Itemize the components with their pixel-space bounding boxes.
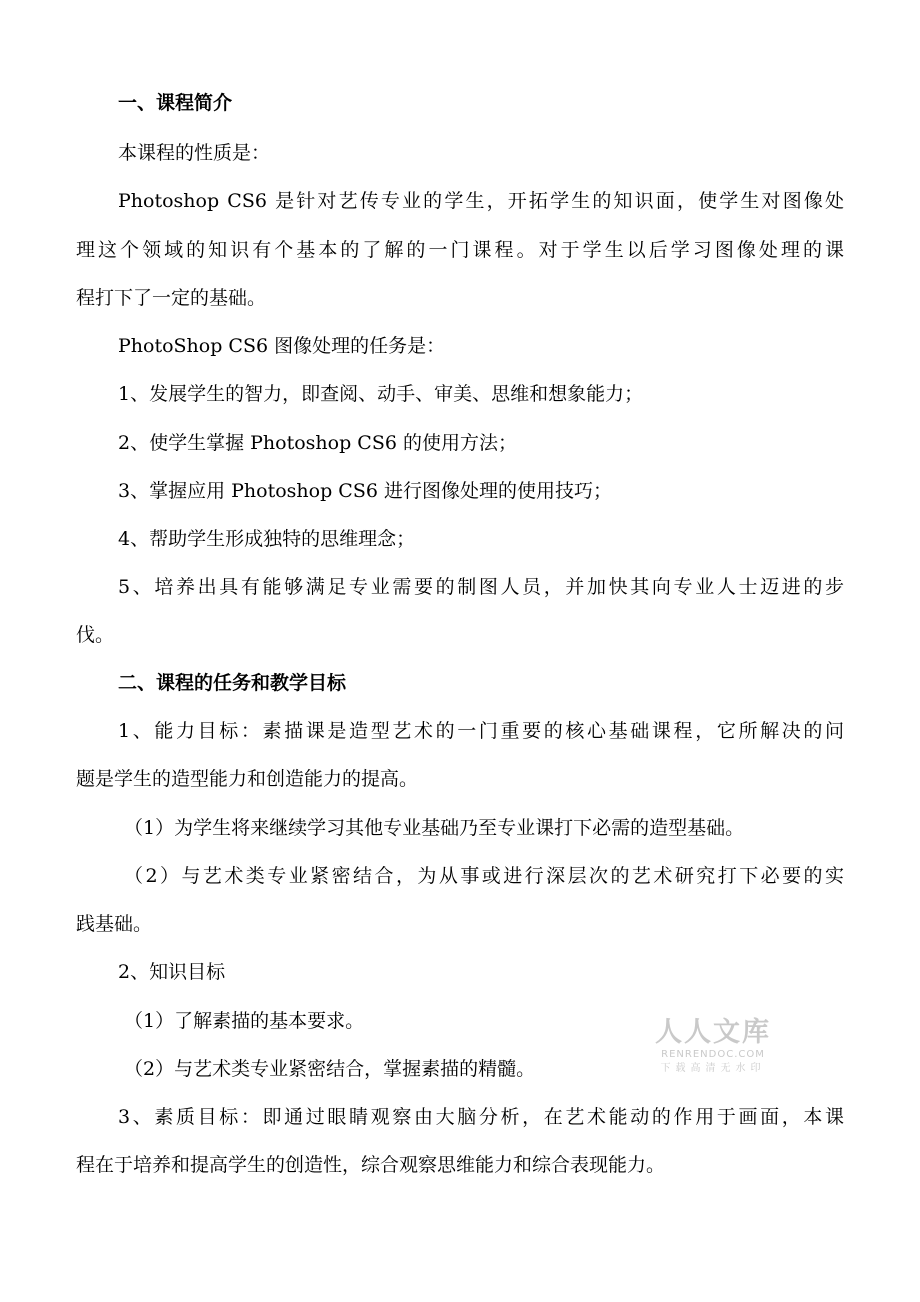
task-item: 1、发展学生的智力，即查阅、动手、审美、思维和想象能力； bbox=[118, 383, 644, 405]
ability-goal-item-1: （1）为学生将来继续学习其他专业基础乃至专业课打下必需的造型基础。 bbox=[124, 817, 745, 839]
task-item: 3、掌握应用 Photoshop CS6 进行图像处理的使用技巧； bbox=[118, 480, 612, 502]
task-item: 2、使学生掌握 Photoshop CS6 的使用方法； bbox=[118, 432, 517, 454]
course-nature-intro: 本课程的性质是： bbox=[118, 142, 271, 164]
watermark-subtitle: 下载高清无水印 bbox=[660, 1063, 766, 1074]
paragraph-line: Photoshop CS6 是针对艺传专业的学生，开拓学生的知识面，使学生对图像处 bbox=[118, 190, 844, 212]
ability-goal-item-2-continued: 践基础。 bbox=[76, 913, 153, 935]
task-item-continued: 伐。 bbox=[76, 624, 115, 646]
watermark-logo bbox=[648, 1018, 778, 1076]
quality-goal: 3、素质目标：即通过眼睛观察由大脑分析，在艺术能动的作用于画面，本课 bbox=[118, 1106, 844, 1128]
task-intro: PhotoShop CS6 图像处理的任务是： bbox=[118, 335, 446, 357]
section-heading-goals: 二、课程的任务和教学目标 bbox=[118, 672, 347, 694]
ability-goal: 1、能力目标：素描课是造型艺术的一门重要的核心基础课程，它所解决的问 bbox=[118, 720, 844, 742]
knowledge-goal-item-2: （2）与艺术类专业紧密结合，掌握素描的精髓。 bbox=[124, 1058, 536, 1080]
ability-goal-item-2: （2）与艺术类专业紧密结合，为从事或进行深层次的艺术研究打下必要的实 bbox=[124, 865, 844, 887]
quality-goal-continued: 程在于培养和提高学生的创造性，综合观察思维能力和综合表现能力。 bbox=[76, 1154, 666, 1176]
task-item: 4、帮助学生形成独特的思维理念； bbox=[118, 528, 416, 550]
ability-goal-continued: 题是学生的造型能力和创造能力的提高。 bbox=[76, 768, 419, 790]
knowledge-goal-item-1: （1）了解素描的基本要求。 bbox=[124, 1010, 365, 1032]
watermark-title: 人人文库 bbox=[655, 1017, 771, 1048]
paragraph-line: 理这个领域的知识有个基本的了解的一门课程。对于学生以后学习图像处理的课 bbox=[76, 239, 844, 261]
section-heading-intro: 一、课程简介 bbox=[118, 92, 233, 114]
task-item: 5、培养出具有能够满足专业需要的制图人员，并加快其向专业人士迈进的步 bbox=[118, 576, 844, 598]
watermark-url: RENRENDOC.COM bbox=[661, 1049, 765, 1060]
paragraph-line: 程打下了一定的基础。 bbox=[76, 287, 267, 309]
knowledge-goal: 2、知识目标 bbox=[118, 961, 226, 983]
